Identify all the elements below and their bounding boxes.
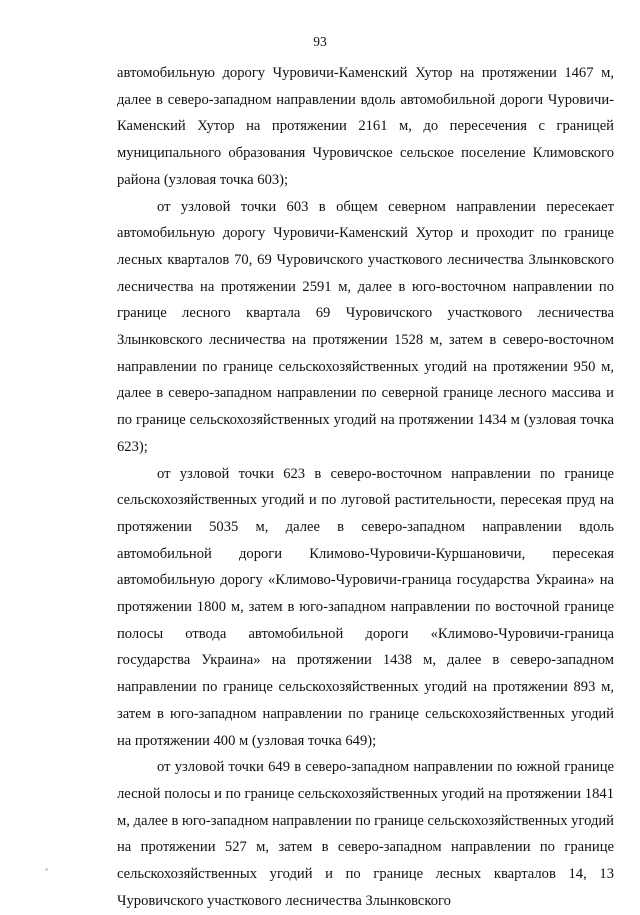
paragraph-continuation: автомобильную дорогу Чуровичи-Каменский Хутор на протяжении 1467 м, далее в северо-западном направлении вдоль автомобильной дороги Чуровичи-Каменский Хутор на протяжении 2161 м, до пересечения с границей муниципального образования Чуровичское сельское поселение Климовского района (узловая точка 603); <box>117 65 614 188</box>
paragraph-node-649: от узловой точки 649 в северо-западном направлении по южной границе лесной полосы и по границе сельскохозяйственных угодий на протяжении 1841 м, далее в юго-западном направлении по границе сельскохозяйственных угодий на протяжении 527 м, затем в северо-западном направлении по границе сельскохозяйственных угодий и по границе лесных кварталов 14, 13 Чуровичского участкового лесничества Злынковского <box>117 759 614 909</box>
page-number: 93 <box>313 34 327 49</box>
document-body <box>117 60 614 915</box>
scan-speck <box>45 868 48 871</box>
paragraph-node-603: от узловой точки 603 в общем северном направлении пересекает автомобильную дорогу Чуровичи-Каменский Хутор и проходит по границе лесных кварталов 70, 69 Чуровичского участкового лесничества Злынковского лесничества на протяжении 2591 м, далее в юго-восточном направлении по границе лесного квартала 69 Чуровичского участкового лесничества Злынковского лесничества на протяжении 1528 м, затем в северо-восточном направлении по границе сельскохозяйственных угодий на протяжении 950 м, далее в северо-западном направлении по северной границе лесного массива и по границе сельскохозяйственных угодий на протяжении 1434 м (узловая точка 623); <box>117 198 614 455</box>
paragraph-node-623: от узловой точки 623 в северо-восточном направлении по границе сельскохозяйственных угодий и по луговой растительности, пересекая пруд на протяжении 5035 м, далее в северо-западном направлении вдоль автомобильной дороги Климово-Чуровичи-Куршановичи, пересекая автомобильную дорогу «Климово-Чуровичи-граница государства Украина» на протяжении 1800 м, затем в юго-западном направлении по восточной границе полосы отвода автомобильной дороги «Климово-Чуровичи-граница государства Украина» на протяжении 1438 м, далее в северо-западном направлении по границе сельскохозяйственных угодий на протяжении 893 м, затем в юго-западном направлении по границе сельскохозяйственных угодий на протяжении 400 м (узловая точка 649); <box>117 465 614 749</box>
